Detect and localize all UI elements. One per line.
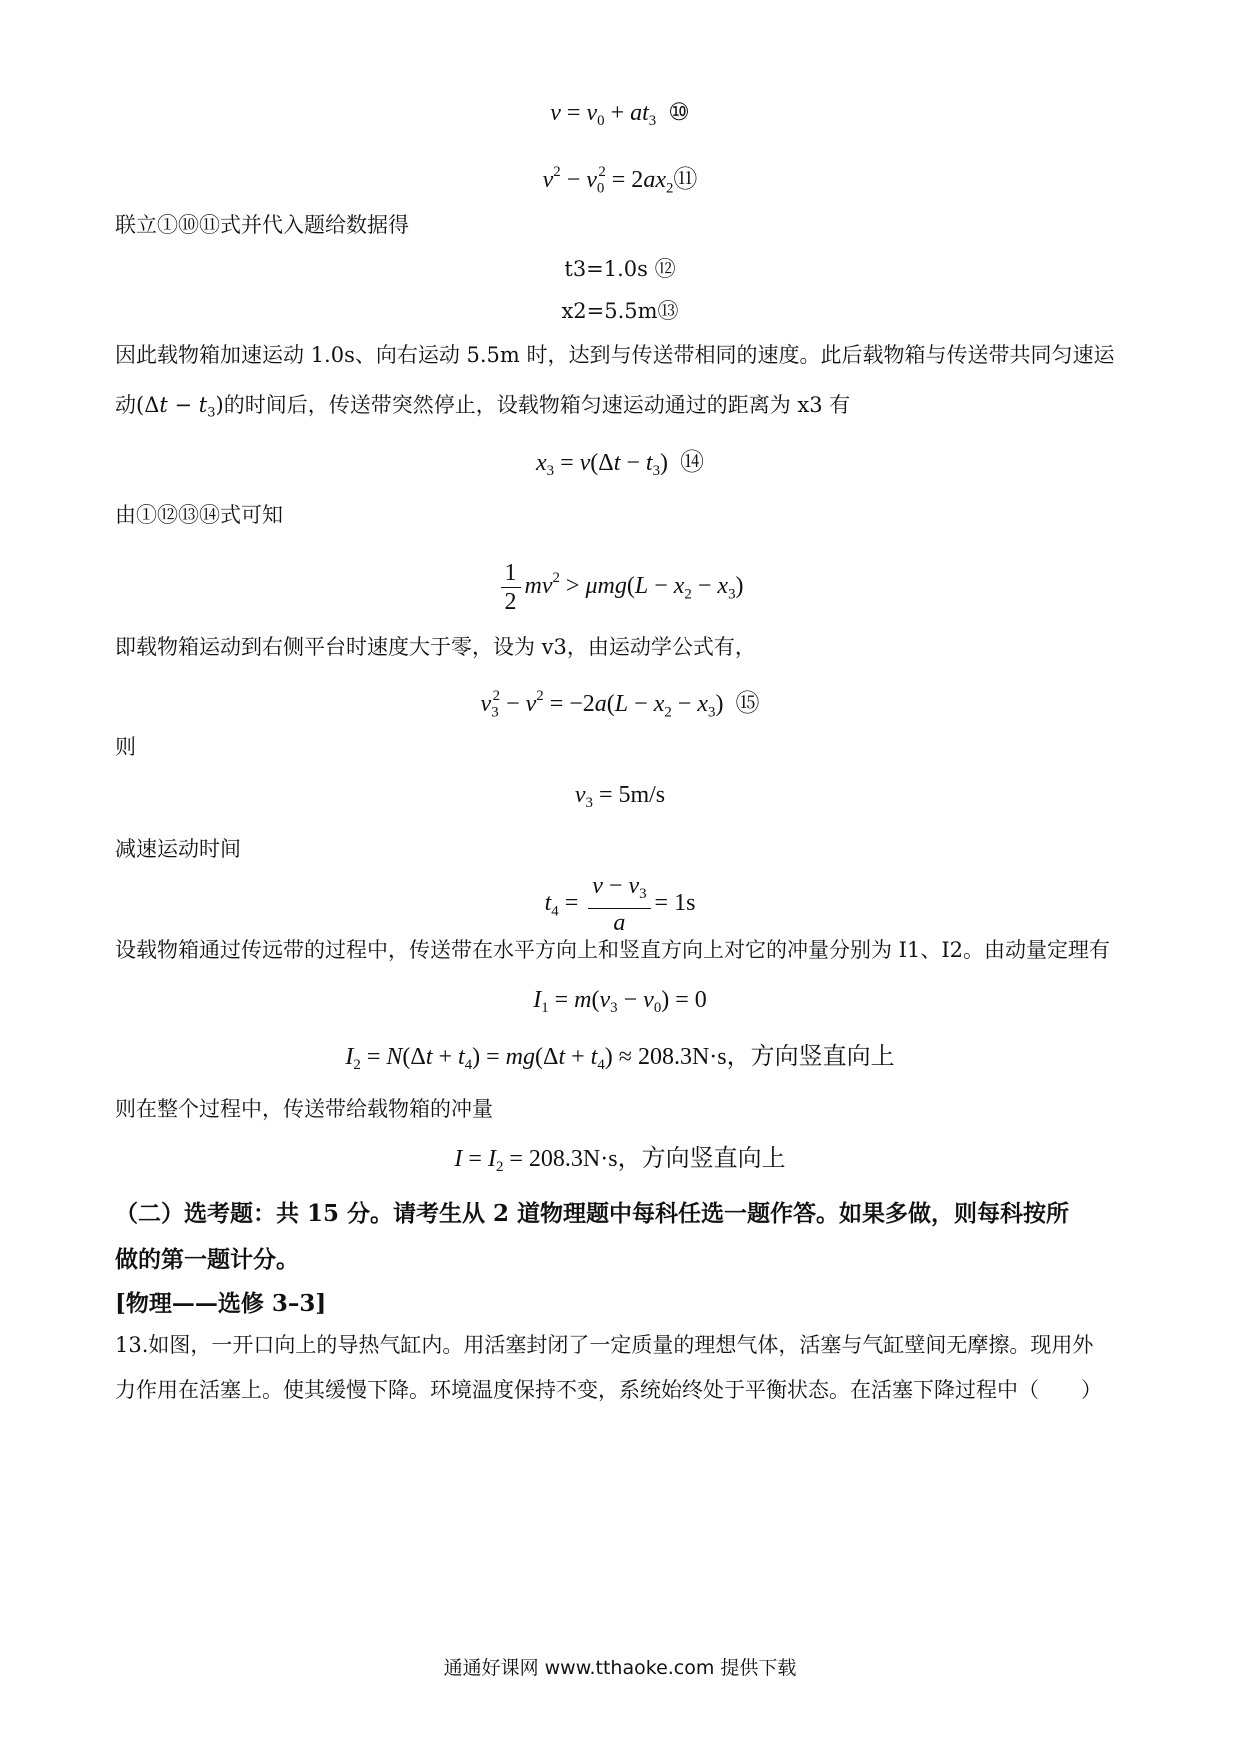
equation-11: $v^2 - v_0^2$ = $2ax_2⑪$ xyxy=(542,164,698,197)
paragraph-text: 即载物箱运动到右侧平台时速度大于零，设为 v3，由运动学公式有， xyxy=(115,635,756,659)
result-t3: t3=1.0s ⑫ xyxy=(564,257,676,281)
equation-10: $v = v_0 + at_3$ ⑩ xyxy=(550,100,690,130)
result-x2: x2=5.5m⑬ xyxy=(561,299,679,323)
equation-14: $x_3 = v(\Delta t - t_3)$ ⑭ xyxy=(535,450,705,480)
paragraph-text: 因此载物箱加速运动 1.0s、向右运动 5.5m 时，达到与传送带相同的速度。此后载物箱与传送带共同匀速运 xyxy=(115,343,1115,367)
question-text: 13.如图，一开口向上的导热气缸内。用活塞封闭了一定质量的理想气体，活塞与气缸壁间无摩擦。现用外 xyxy=(115,1333,1094,1357)
equation-I: $I = I_2 = 208.3N\cdot s$，方向竖直向上 xyxy=(454,1146,786,1176)
inequality: $\frac{1}{2}$ $mv^2 > \mu mg(L - x_2 - x_3)$ xyxy=(115,548,1125,624)
equation-number: ⑪ xyxy=(673,167,698,194)
paragraph-text: 联立①⑩⑪式并代入题给数据得 xyxy=(115,213,409,237)
fraction: $\frac{v - v_3}{a}$ xyxy=(588,872,650,937)
fraction: $\frac{1}{2}$ xyxy=(501,559,521,616)
equation-number: ⑮ xyxy=(735,691,760,718)
paragraph-text: 减速运动时间 xyxy=(115,837,241,861)
paragraph-text: 则在整个过程中，传送带给载物箱的冲量 xyxy=(115,1097,493,1121)
equation-I2: $I_2 = N(\Delta t + t_4) = mg(\Delta t + t_4) \approx 208.3N\cdot s$，方向竖直向上 xyxy=(345,1044,895,1074)
paragraph-text: 设载物箱通过传远带的过程中，传送带在水平方向上和竖直方向上对它的冲量分别为 I1、I2。由动量定理有 xyxy=(115,938,1110,962)
equation-I1: $I_1 = m(v_3 - v_0) = 0$ xyxy=(533,987,707,1017)
section-tag: [物理——选修 3–3] xyxy=(115,1290,327,1317)
inline-math: $(\Delta t - t_3)$ xyxy=(136,393,224,421)
equation-number: ⑩ xyxy=(668,100,690,126)
section-heading: （二）选考题：共 15 分。请考生从 2 道物理题中每科任选一题作答。如果多做，则每科按所 xyxy=(115,1200,1070,1227)
equation-v3: $v_3 = 5m/s$ xyxy=(574,782,666,812)
paragraph-text: 由①⑫⑬⑭式可知 xyxy=(115,503,283,527)
paragraph-text: 则 xyxy=(115,735,136,759)
paragraph-text: 动$(\Delta t - t_3)$的时间后，传送带突然停止，设载物箱匀速运动通过的距离为 x3 有 xyxy=(115,393,851,421)
section-heading: 做的第一题计分。 xyxy=(115,1246,299,1273)
equation-15: $v_3^2 - v^2 = -2a(L - x_2 - x_3)$ ⑮ xyxy=(480,688,760,721)
page-footer: 通通好课网 www.tthaoke.com 提供下载 xyxy=(443,1657,797,1679)
equation-t4: $t_4$ = $\frac{v - v_3}{a}$ = 1s xyxy=(544,873,696,937)
equation-number: ⑭ xyxy=(680,450,705,476)
question-text: 力作用在活塞上。使其缓慢下降。环境温度保持不变，系统始终处于平衡状态。在活塞下降过程中（ ） xyxy=(115,1378,1102,1402)
